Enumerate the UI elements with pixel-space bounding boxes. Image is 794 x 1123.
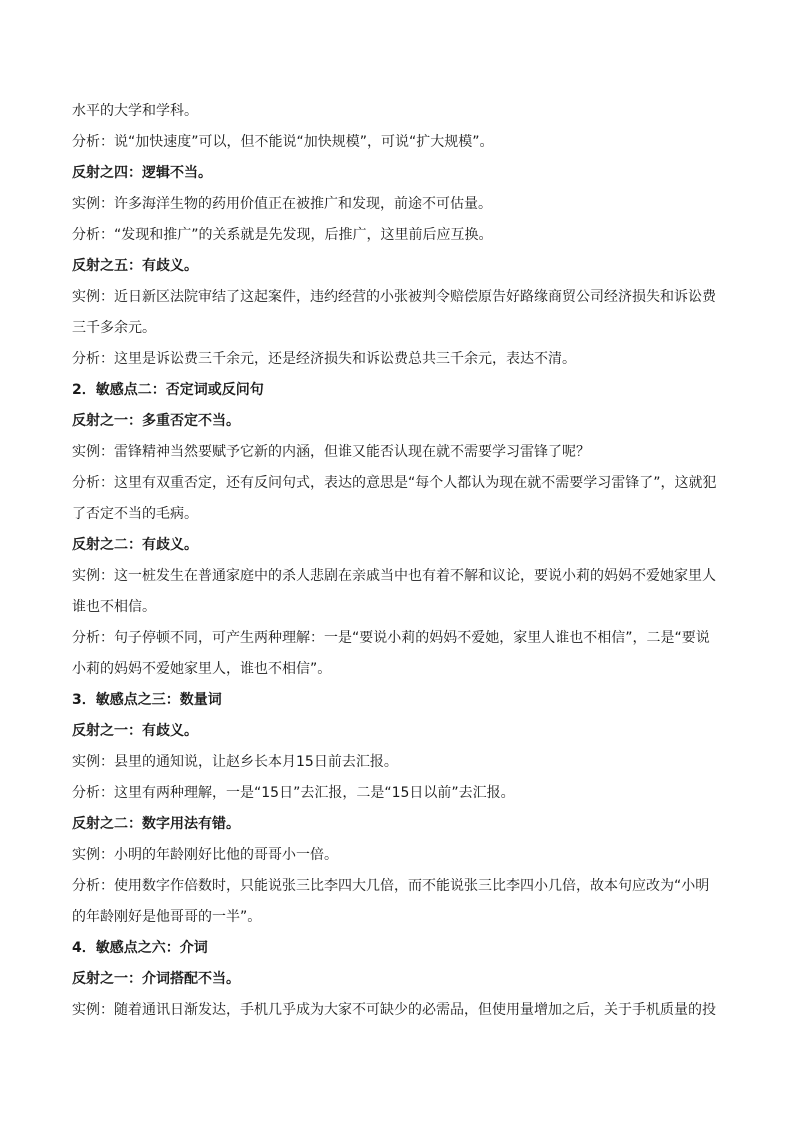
section-heading [72,964,724,995]
text-line: 实例：许多海洋生物的药用价值正在被推广和发现，前途不可估量。 [72,196,492,212]
text-line: 反射之五：有歧义。 [72,258,198,274]
text-line: 水平的大学和学科。 [72,103,198,119]
text-line: 2．敏感点二：否定词或反问句 [72,382,264,398]
text-line: 反射之一：多重否定不当。 [72,413,240,429]
text-line: 反射之四：逻辑不当。 [72,165,212,181]
text-line: 4．敏感点之六：介词 [72,940,208,956]
text-line: 谁也不相信。 [72,599,156,615]
text-line: 分析：这里是诉讼费三千余元，还是经济损失和诉讼费总共三千余元，表达不清。 [72,351,576,367]
paragraph [72,623,724,685]
text-line: 反射之一：介词搭配不当。 [72,971,240,987]
text-line: 分析：这里有双重否定，还有反问句式，表达的意思是“每个人都认为现在就不需要学习雷锋了”，这就犯 [72,475,717,491]
section-heading [72,406,724,437]
paragraph [72,871,724,933]
section-heading [72,933,724,964]
text-line: 分析：说“加快速度”可以，但不能说“加快规模”，可说“扩大规模”。 [72,134,494,150]
paragraph [72,468,724,530]
paragraph [72,561,724,623]
paragraph [72,282,724,344]
text-line: 反射之一：有歧义。 [72,723,198,739]
text-line: 实例：这一桩发生在普通家庭中的杀人悲剧在亲戚当中也有着不解和议论，要说小莉的妈妈不爱她家里人 [72,568,716,584]
text-line: 实例：县里的通知说，让赵乡长本月15日前去汇报。 [72,754,398,770]
text-line: 了否定不当的毛病。 [72,506,198,522]
text-line: 分析：这里有两种理解，一是“15日”去汇报，二是“15日以前”去汇报。 [72,785,515,801]
text-line: 三千多余元。 [72,320,156,336]
text-line: 反射之二：数字用法有错。 [72,816,240,832]
paragraph [72,189,724,220]
text-line: 实例：小明的年龄刚好比他的哥哥小一倍。 [72,847,338,863]
section-heading [72,158,724,189]
section-heading [72,530,724,561]
paragraph [72,96,724,127]
document-body [72,96,724,1026]
text-line: 实例：近日新区法院审结了这起案件，违约经营的小张被判令赔偿原告好路缘商贸公司经济损失和诉讼费 [72,289,716,305]
paragraph [72,778,724,809]
text-line: 的年龄刚好是他哥哥的一半”。 [72,909,262,925]
text-line: 分析：“发现和推广”的关系就是先发现，后推广，这里前后应互换。 [72,227,493,243]
section-heading [72,716,724,747]
text-line: 分析：句子停顿不同，可产生两种理解：一是“要说小莉的妈妈不爱她，家里人谁也不相信”，二是“要说 [72,630,710,646]
paragraph [72,344,724,375]
text-line: 小莉的妈妈不爱她家里人，谁也不相信”。 [72,661,332,677]
text-line: 分析：使用数字作倍数时，只能说张三比李四大几倍，而不能说张三比李四小几倍，故本句应改为“小明 [72,878,710,894]
section-heading [72,685,724,716]
paragraph [72,840,724,871]
paragraph [72,127,724,158]
paragraph [72,995,724,1026]
text-line: 实例：随着通讯日渐发达，手机几乎成为大家不可缺少的必需品，但使用量增加之后，关于手机质量的投 [72,1002,716,1018]
paragraph [72,747,724,778]
paragraph [72,437,724,468]
section-heading [72,809,724,840]
text-line: 反射之二：有歧义。 [72,537,198,553]
paragraph [72,220,724,251]
text-line: 实例：雷锋精神当然要赋予它新的内涵，但谁又能否认现在就不需要学习雷锋了呢？ [72,444,590,460]
text-line: 3．敏感点之三：数量词 [72,692,222,708]
section-heading [72,375,724,406]
section-heading [72,251,724,282]
